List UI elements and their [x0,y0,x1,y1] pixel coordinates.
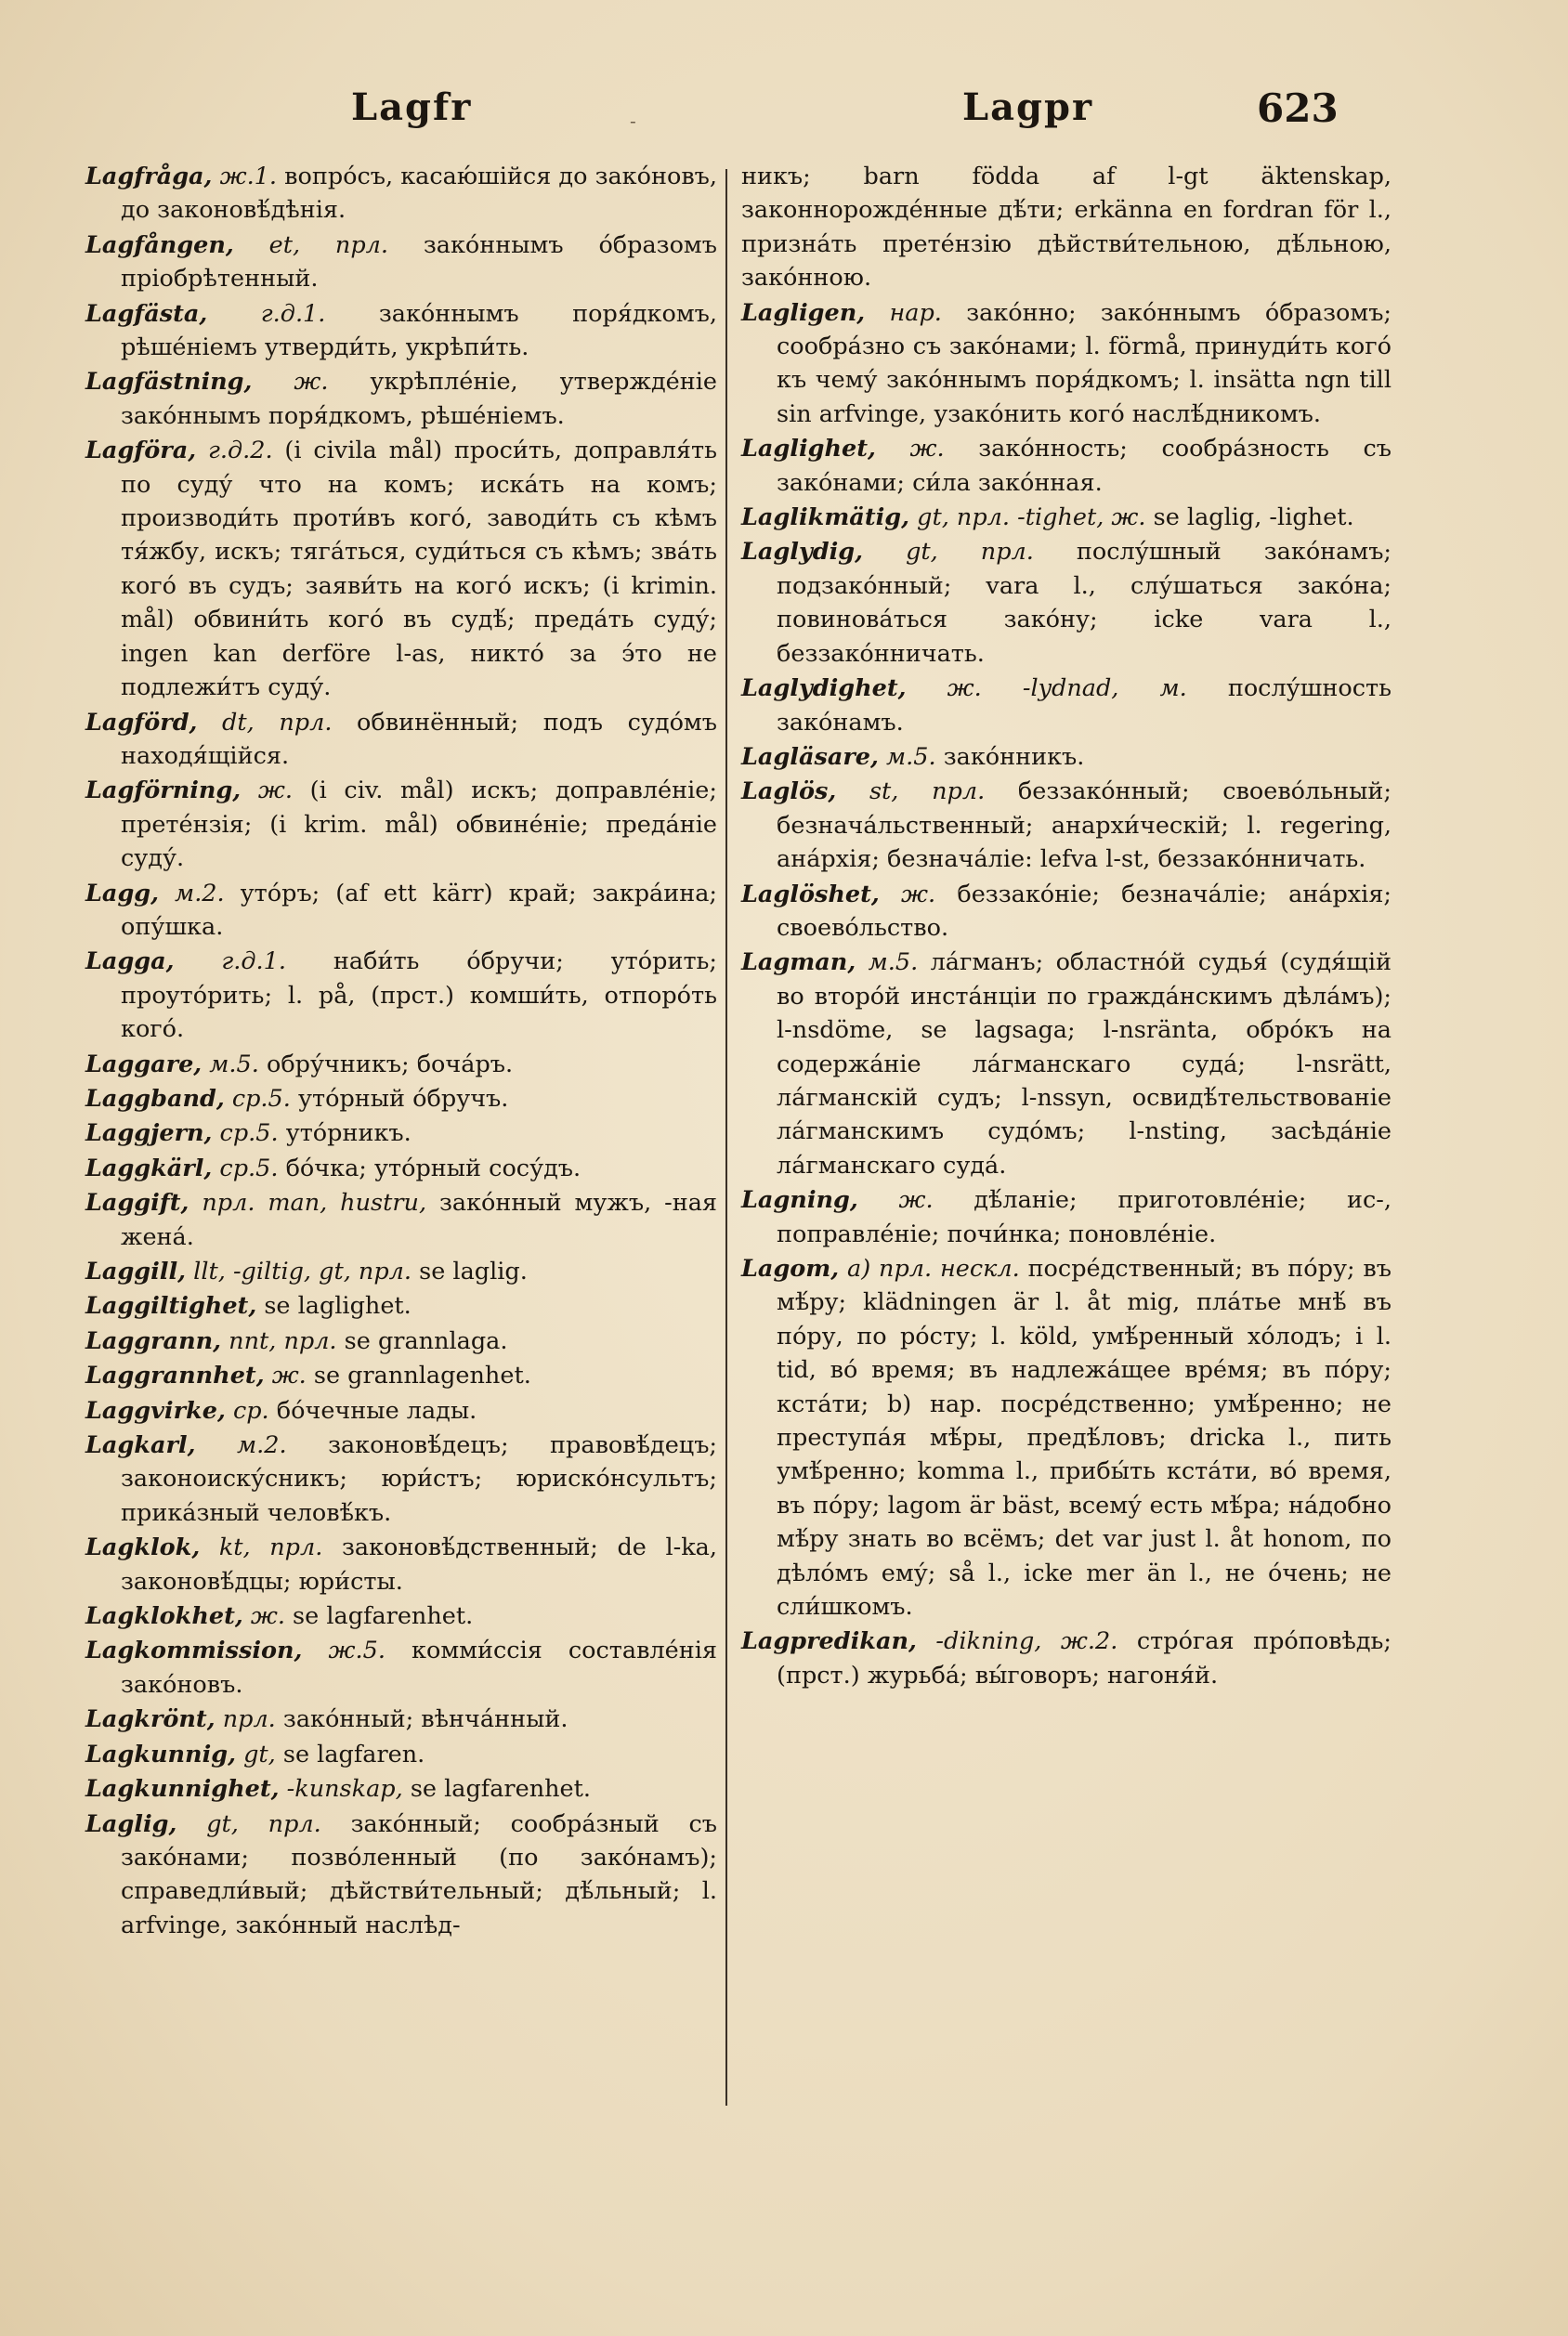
dictionary-entry [741,1625,1392,1692]
dictionary-entry [85,1599,717,1633]
entry-translation: дѣ́ланіе; приготовле́ніе; ис-, поправле́ніе; почи́нка; поновле́ніе. [777,1186,1392,1248]
entry-translation: наби́ть о́бручи; уто́рить; проуто́рить; l. på, (прст.) комши́ть, отпоро́ть кого́. [121,947,718,1044]
right-column [741,160,1392,2211]
entry-grammar: м.2. [175,879,225,907]
entry-grammar: ж. [271,1362,307,1390]
entry-grammar: gt, прл. -tighet, ж. [917,503,1146,532]
entry-headword: Lagg, [85,879,159,907]
entry-grammar: ж. [250,1602,285,1631]
entry-grammar: a) прл. нескл. [847,1255,1020,1283]
entry-grammar: gt, прл. [906,538,1034,567]
entry-headword: Lagman, [741,948,856,977]
entry-grammar: прл. [222,1705,276,1734]
entry-headword: Laggband, [85,1084,225,1113]
entry-headword: Lagkrönt, [85,1705,216,1734]
dictionary-entry [85,1703,717,1736]
dictionary-entry [85,1289,717,1323]
entry-translation: комми́ссія составле́нія зако́новъ. [121,1637,718,1699]
entry-headword: Lagligen, [741,298,866,327]
entry-grammar: ж. [294,368,329,397]
dictionary-entry [85,365,717,433]
dictionary-entry [85,1359,717,1392]
entry-headword: Lagklokhet, [85,1602,243,1631]
entry-translation: беззако́нный; своево́льный; безнача́льственный; анархи́ческій; l. regering, ана́рхія; безнача́ліе: lefva l-st, беззако́нничать. [777,777,1392,874]
entry-translation: зако́нность; сообра́зность съ зако́нами; си́ла зако́нная. [777,435,1392,497]
entry-translation: уто́рный о́бручъ. [297,1084,509,1113]
entry-grammar: г.д.1. [260,299,326,328]
dictionary-entry [85,774,717,875]
dictionary-entry [85,434,717,704]
right-running-head: Lagpr [962,85,1094,129]
entry-grammar: м.5. [209,1050,259,1078]
entry-headword: Lagkarl, [85,1431,196,1460]
entry-translation: уто́рникъ. [285,1119,412,1148]
entry-grammar: st, прл. [869,777,986,806]
dictionary-entry [741,946,1392,1182]
entry-headword: Lagpredikan, [741,1627,917,1656]
entry-translation: обвинённый; подъ судо́мъ находя́щійся. [121,708,717,770]
entry-grammar: dt, прл. [222,708,333,737]
entry-translation: послу́шный зако́намъ; подзако́нный; vara l., слу́шаться зако́на; повинова́ться зако́ну; icke vara l., беззако́нничать. [777,538,1392,668]
entry-grammar: прл. man, hustru, [202,1189,427,1218]
entry-headword: Laglighet, [741,435,876,463]
entry-translation: (i civ. mål) искъ; доправле́ніе; прете́нзія; (i krim. mål) обвине́ніе; преда́ніе суду́. [121,776,717,873]
dictionary-entry [85,1082,717,1116]
dictionary-entry [85,1152,717,1185]
entry-grammar: et, прл. [268,230,389,259]
entry-translation: вопро́съ, касаю́шійся до зако́новъ, до законовѣ́дѣнія. [121,163,718,225]
entry-grammar: kt, прл. [218,1533,323,1562]
dictionary-entry [741,1252,1392,1624]
entry-grammar: nnt, прл. [229,1326,337,1355]
entry-headword: Lagfråga, [85,163,213,190]
entry-translation: законовѣ́децъ; правовѣ́децъ; законоиску́сникъ; юри́стъ; юриско́нсультъ; прика́зный человѣ́къ. [121,1431,718,1527]
dictionary-entry [741,296,1392,432]
entry-headword: Laggiltighet, [85,1292,257,1321]
entry-translation: бо́чка; уто́рный сосу́дъ. [285,1154,581,1182]
entry-translation: se lagfaren. [282,1740,425,1768]
dictionary-entry [741,432,1392,500]
entry-headword: Lagläsare, [741,742,879,771]
entry-headword: Lagga, [85,947,175,976]
left-running-head: Lagfr [351,85,473,129]
entry-translation: se lagfarenhet. [410,1775,592,1804]
entry-grammar: ср.5. [219,1154,279,1182]
entry-grammar: г.д.1. [221,947,286,976]
dictionary-entry [85,1186,717,1254]
dictionary-entry [741,878,1392,946]
entry-translation: se laglig. [419,1258,528,1285]
entry-grammar: м.5. [886,742,936,771]
dictionary-entry [85,1772,717,1806]
entry-grammar: г.д.2. [207,437,273,465]
dictionary-entry [741,1183,1392,1251]
entry-grammar: ср. [232,1396,269,1425]
entry-headword: Lagfången, [85,230,234,259]
entry-grammar: нар. [889,298,942,327]
dictionary-entry [85,1807,717,1943]
dictionary-entry [85,1531,717,1599]
entry-grammar: -kunskap, [286,1775,403,1804]
entry-translation: зако́нный; вѣнча́нный. [282,1705,568,1734]
dictionary-entry [85,1325,717,1358]
entry-translation: se laglighet. [264,1292,412,1321]
entry-headword: Laglös, [741,777,837,806]
entry-grammar: ж. [901,880,936,908]
entry-headword: Lagförd, [85,708,198,737]
entry-grammar: -dikning, ж.2. [935,1627,1118,1656]
entry-grammar: м.5. [868,948,919,977]
dictionary-entry [85,877,717,945]
entry-grammar: м.2. [236,1431,287,1460]
column-divider [725,169,727,2106]
entry-translation: послу́шность зако́намъ. [777,674,1392,737]
entry-translation: укрѣпле́ніе, утвержде́ніе зако́ннымъ поря́дкомъ, рѣше́ніемъ. [121,368,717,430]
entry-headword: Lagförning, [85,776,242,805]
entry-grammar: ж. -lydnad, м. [947,674,1187,703]
entry-headword: Lagom, [741,1255,840,1283]
dictionary-entry [85,1048,717,1081]
dictionary-entry [85,1429,717,1530]
entry-translation: бо́чечные лады. [276,1396,477,1425]
dictionary-entry [741,672,1392,739]
entry-headword: Lagklok, [85,1533,201,1562]
dictionary-entry [741,775,1392,876]
entry-headword: Laggrann, [85,1326,222,1355]
entry-grammar: ср.5. [231,1084,291,1113]
dictionary-entry [85,1255,717,1288]
entry-grammar: gt, [243,1740,276,1768]
entry-translation: законовѣ́дственный; de l-ka, законовѣ́дцы; юри́сты. [121,1533,717,1596]
entry-headword: Lagkunnighet, [85,1775,280,1804]
entry-headword: Laglöshet, [741,880,880,908]
entry-headword: Lagfästning, [85,368,253,397]
entry-translation: зако́нный мужъ, -ная жена́. [121,1189,717,1251]
dictionary-entry [85,160,717,228]
entry-grammar: llt, -giltig, gt, прл. [193,1258,412,1285]
entry-headword: Laggill, [85,1258,187,1285]
entry-headword: Laglydighet, [741,674,907,703]
entry-translation: se laglig, -lighet. [1153,503,1354,532]
entry-translation: зако́нный; сообра́зный съ зако́нами; позво́ленный (по зако́намъ); справедли́вый; дѣйстви́тельный; дѣ́льный; l. arfvinge, зако́нный наслѣд- [121,1809,718,1939]
entry-headword: Laggare, [85,1050,203,1078]
entry-translation: ла́гманъ; областно́й судья́ (судя́щій во второ́й инста́нціи по гражда́нскимъ дѣла́мъ); l-nsdöme, se lagsaga; l-nsränta, обро́къ на содержа́ніе ла́гманскаго суда́; l-nsrätt, ла́гманскій судъ; l-nssyn, освидѣ́тельствованіе ла́гманскимъ судо́мъ; l-nsting, засѣда́ніе ла́гманскаго суда́. [777,948,1392,1180]
entry-headword: Laglig, [85,1809,177,1838]
dictionary-entry [85,297,717,365]
entry-grammar: gt, прл. [206,1809,321,1838]
dictionary-entry [85,945,717,1046]
entry-translation: зако́ннымъ поря́дкомъ, рѣше́ніемъ утверди́ть, укрѣпи́ть. [121,299,718,362]
entry-grammar: ж. [257,776,293,805]
entry-headword: Lagföra, [85,437,197,465]
entry-headword: Laggjern, [85,1119,213,1148]
entry-grammar: ж.5. [328,1637,385,1665]
entry-translation: зако́нникъ. [943,742,1085,771]
entry-grammar: ж. [909,435,945,463]
entry-translation: (i civila mål) проси́ть, доправля́ть по суду́ что на комъ; иска́ть на комъ; производи́ть проти́въ кого́, заводи́ть съ кѣмъ тя́жбу, искъ; тяга́ться, суди́ться съ кѣмъ; зва́ть кого́ въ судъ; заяви́ть на кого́ искъ; (i krimin. mål) обвини́ть кого́ въ судѣ́; преда́ть суду́; ingen kan derföre l-as, никто́ за э́то не подлежи́тъ суду́. [121,437,718,702]
entry-headword: Laggift, [85,1189,189,1218]
dictionary-entry [741,535,1392,671]
entry-translation: посре́дственный; въ по́ру; въ мѣ́ру; klädningen är l. åt mig, пла́тье мнѣ́ въ по́ру, по ро́сту; l. köld, умѣ́ренный хо́лодъ; i l. tid, во́ время; въ надлежа́щее вре́мя; въ по́ру; кста́ти; b) нар. посре́дственно; умѣ́ренно; не преступа́я мѣ́ры, предѣ́ловъ; dricka l., пить умѣ́ренно; komma l., прибы́ть кста́ти, во́ время, въ по́ру; lagom är bäst, всему́ есть мѣ́ра; на́добно мѣ́ру знать во всёмъ; det var just l. åt honom, по дѣло́мъ ему́; så l., icke mer än l., не о́чень; не сли́шкомъ. [777,1255,1392,1622]
dictionary-entry [85,706,717,774]
entry-headword: Laglydig, [741,538,864,567]
entry-headword: Lagkommission, [85,1637,303,1665]
dictionary-entry [85,228,717,296]
dictionary-entry [85,1634,717,1702]
entry-grammar: ж. [898,1186,934,1215]
entry-headword: Laggrannhet, [85,1362,265,1390]
entry-headword: Lagning, [741,1186,858,1215]
dictionary-entry [741,160,1392,295]
dictionary-entry [85,1116,717,1150]
entry-headword: Laggvirke, [85,1396,226,1425]
entry-headword: Lagfästa, [85,299,208,328]
entry-grammar: ж.1. [219,163,277,190]
entry-translation: обру́чникъ; боча́ръ. [266,1050,514,1078]
entry-translation: зако́нно; зако́ннымъ о́бразомъ; сообра́зно съ зако́нами; l. förmå, принуди́ть кого́ къ чему́ зако́ннымъ поря́дкомъ; l. insätta ngn till sin arfvinge, узако́нить кого́ наслѣ́дникомъ. [777,298,1392,428]
entry-grammar: ср.5. [219,1119,279,1148]
entry-translation: se grannlagenhet. [313,1362,531,1390]
entry-headword: Lagkunnig, [85,1740,236,1768]
dictionary-entry [85,1394,717,1428]
entry-translation: беззако́ніе; безнача́ліе; ана́рхія; своево́льство. [777,880,1392,942]
page-number: 623 [1257,85,1339,131]
entry-translation: стро́гая про́повѣдь; (прст.) журьба́; вы́говоръ; нагоня́й. [777,1627,1392,1690]
entry-headword: Laglikmätig, [741,503,910,532]
entry-translation: se grannlaga. [344,1326,508,1355]
dictionary-entry [741,501,1392,534]
page-header [0,85,1568,141]
header-center-mark: - [630,110,636,132]
dictionary-entry [741,740,1392,774]
entry-headword: Laggkärl, [85,1154,213,1182]
entry-translation: никъ; barn födda af l-gt äktenskap, законнорожде́нные дѣ́ти; erkänna en fordran för l., призна́ть прете́нзію дѣйстви́тельною, дѣ́льною, зако́нною. [741,163,1392,293]
left-column [85,160,717,2211]
dictionary-entry [85,1738,717,1771]
entry-translation: уто́ръ; (af ett kärr) край; закра́ина; опу́шка. [121,879,718,941]
entry-translation: зако́ннымъ о́бразомъ пріобрѣтенный. [121,230,717,294]
entry-translation: se lagfarenhet. [293,1602,474,1631]
